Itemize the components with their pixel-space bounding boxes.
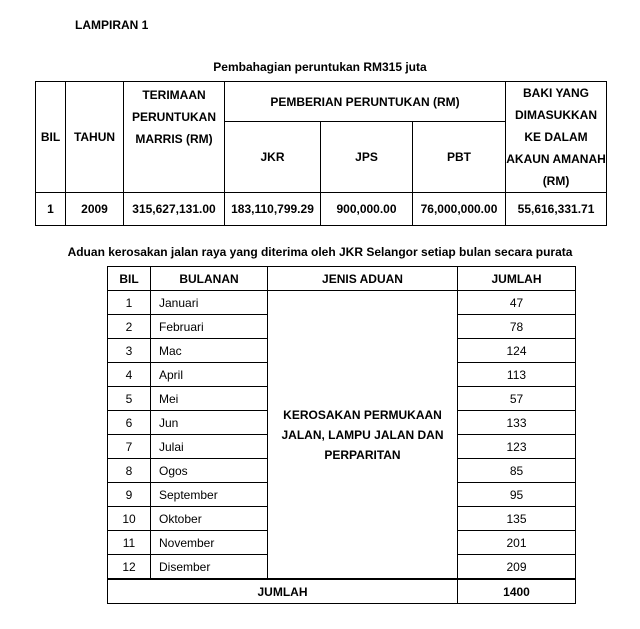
cell-bulan: Mei <box>151 387 268 411</box>
cell-bulan: Jun <box>151 411 268 435</box>
table2-caption: Aduan kerosakan jalan raya yang diterima oleh JKR Selangor setiap bulan secara purata <box>67 245 573 259</box>
cell-tahun: 2009 <box>66 193 124 226</box>
cell-bulan: Ogos <box>151 459 268 483</box>
cell-jumlah: 85 <box>458 459 576 483</box>
cell-jumlah: 201 <box>458 531 576 555</box>
complaints-table <box>107 266 576 604</box>
header-bulanan: BULANAN <box>151 267 268 291</box>
cell-bulan: Februari <box>151 315 268 339</box>
header-jenis-aduan: JENIS ADUAN <box>268 267 458 291</box>
page-heading: LAMPIRAN 1 <box>75 18 149 32</box>
cell-bil: 8 <box>108 459 151 483</box>
cell-bulan: Disember <box>151 555 268 580</box>
cell-bil: 5 <box>108 387 151 411</box>
table1-caption: Pembahagian peruntukan RM315 juta <box>213 60 427 74</box>
cell-bulan: November <box>151 531 268 555</box>
cell-bil: 7 <box>108 435 151 459</box>
cell-bil: 12 <box>108 555 151 580</box>
header-tahun: TAHUN <box>66 82 124 193</box>
cell-jumlah: 133 <box>458 411 576 435</box>
cell-jumlah: 78 <box>458 315 576 339</box>
cell-jumlah: 209 <box>458 555 576 580</box>
allocation-table <box>35 81 607 226</box>
total-row <box>108 579 576 604</box>
header-jumlah: JUMLAH <box>458 267 576 291</box>
cell-bulan: September <box>151 483 268 507</box>
cell-bulan: Julai <box>151 435 268 459</box>
cell-pbt: 76,000,000.00 <box>413 193 506 226</box>
cell-bil: 4 <box>108 363 151 387</box>
cell-jumlah: 47 <box>458 291 576 315</box>
cell-jkr: 183,110,799.29 <box>225 193 321 226</box>
header-baki: BAKI YANG DIMASUKKAN KE DALAM AKAUN AMANAH (RM) <box>506 82 607 193</box>
header-pemberian: PEMBERIAN PERUNTUKAN (RM) <box>225 82 506 122</box>
cell-bil: 1 <box>36 193 66 226</box>
cell-bil: 10 <box>108 507 151 531</box>
cell-bil: 1 <box>108 291 151 315</box>
cell-jumlah: 124 <box>458 339 576 363</box>
table-row <box>36 193 607 226</box>
cell-jumlah: 95 <box>458 483 576 507</box>
cell-baki: 55,616,331.71 <box>506 193 607 226</box>
cell-bil: 6 <box>108 411 151 435</box>
cell-terimaan: 315,627,131.00 <box>124 193 225 226</box>
cell-bulan: Januari <box>151 291 268 315</box>
header-jps: JPS <box>321 122 413 193</box>
cell-bulan: Mac <box>151 339 268 363</box>
cell-jumlah: 57 <box>458 387 576 411</box>
cell-bulan: April <box>151 363 268 387</box>
cell-bil: 11 <box>108 531 151 555</box>
cell-jumlah: 135 <box>458 507 576 531</box>
cell-bil: 9 <box>108 483 151 507</box>
header-jkr: JKR <box>225 122 321 193</box>
cell-bil: 3 <box>108 339 151 363</box>
header-pbt: PBT <box>413 122 506 193</box>
header-bil: BIL <box>108 267 151 291</box>
total-label: JUMLAH <box>108 579 458 604</box>
total-value: 1400 <box>458 579 576 604</box>
cell-jenis-aduan: KEROSAKAN PERMUKAAN JALAN, LAMPU JALAN DAN PERPARITAN <box>268 291 458 580</box>
cell-bulan: Oktober <box>151 507 268 531</box>
cell-jumlah: 123 <box>458 435 576 459</box>
header-terimaan: TERIMAAN PERUNTUKAN MARRIS (RM) <box>124 82 225 193</box>
header-bil: BIL <box>36 82 66 193</box>
cell-jps: 900,000.00 <box>321 193 413 226</box>
table-row <box>108 291 576 315</box>
cell-jumlah: 113 <box>458 363 576 387</box>
cell-bil: 2 <box>108 315 151 339</box>
